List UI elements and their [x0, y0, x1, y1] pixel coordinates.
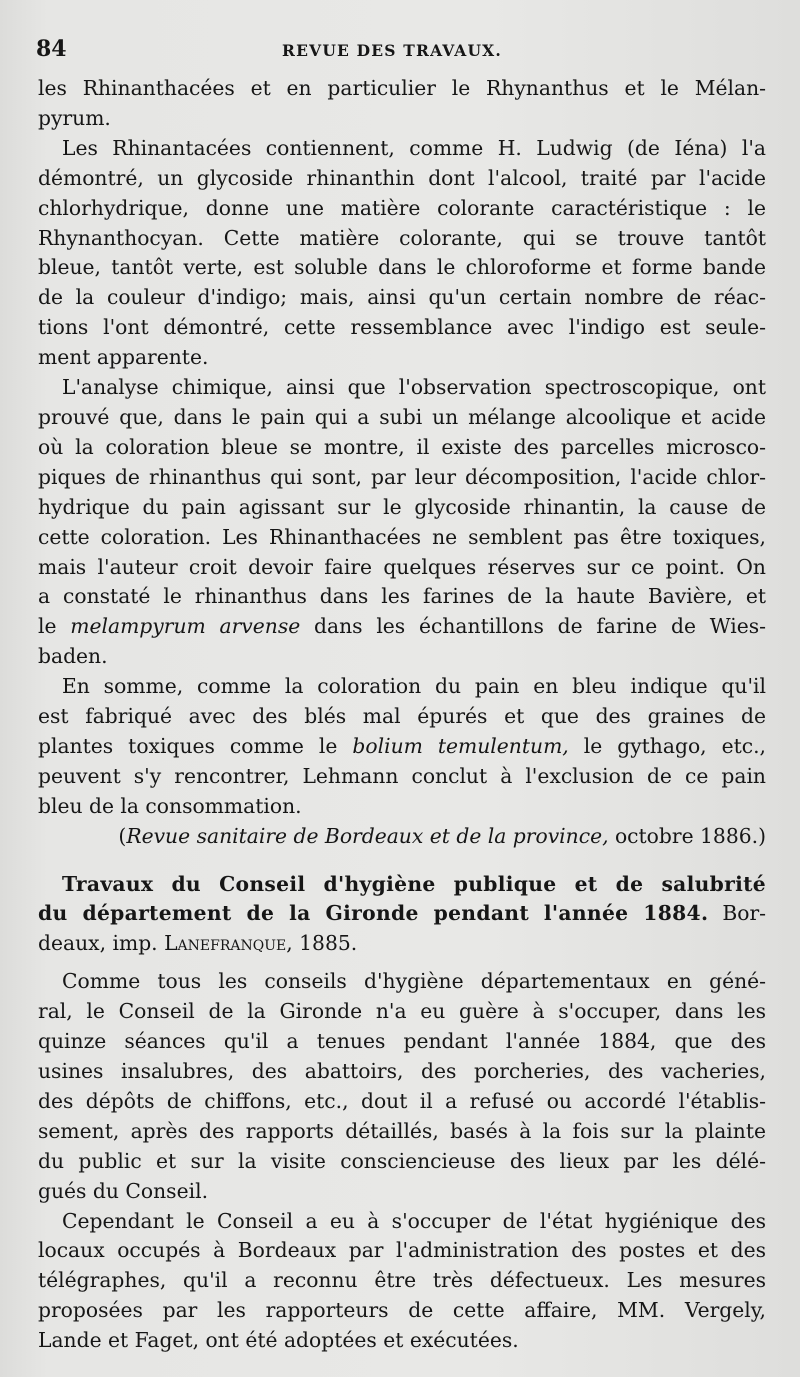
text-line: du public et sur la visite consciencieuse des lieux par les délé- — [38, 1148, 766, 1173]
text-line: peuvent s'y rencontrer, Lehmann conclut à l'exclusion de ce pain — [38, 763, 766, 788]
article-gironde-council — [38, 870, 766, 1357]
text-line: quinze séances qu'il a tenues pendant l'année 1884, que des — [38, 1029, 766, 1054]
text-line: sement, après des rapports détaillés, basés à la fois sur la plainte — [38, 1118, 766, 1143]
text-line: bleue, tantôt verte, est soluble dans le chloroforme et forme bande — [38, 255, 766, 280]
text-run: plantes toxiques comme le — [38, 733, 353, 758]
article-title: Travaux du Conseil d'hygiène publique et de salubrité — [62, 871, 766, 896]
text-line: L'analyse chimique, ainsi que l'observation spectroscopique, ont — [62, 375, 766, 400]
text-line: baden. — [38, 644, 108, 669]
text-line: locaux occupés à Bordeaux par l'administration des postes et des — [38, 1238, 766, 1263]
journal-title: Revue sanitaire de Bordeaux et de la province, — [126, 823, 609, 848]
text-line: bleu de la consommation. — [38, 793, 302, 818]
text-line: télégraphes, qu'il a reconnu être très défectueux. Les mesures — [38, 1268, 766, 1293]
text-line: tions l'ont démontré, cette ressemblance avec l'indigo est seule- — [38, 315, 766, 340]
text-line — [38, 732, 766, 762]
text-line: proposées par les rapporteurs de cette affaire, MM. Vergely, — [38, 1298, 766, 1323]
text-line: chlorhydrique, donne une matière colorante caractéristique : le — [38, 195, 766, 220]
page-body — [38, 74, 766, 1356]
text-run: du département de la Gironde pendant l'année 1884. — [38, 901, 709, 926]
text-line: ral, le Conseil de la Gironde n'a eu guère à s'occuper, dans les — [38, 999, 766, 1024]
paragraph-gap — [38, 959, 766, 967]
publisher-line — [38, 929, 766, 959]
text-line: Rhynanthocyan. Cette matière colorante, qui se trouve tantôt — [38, 225, 766, 250]
article-rhinanthus — [38, 74, 766, 852]
text-run: ( — [118, 823, 127, 848]
text-run: le gythago, etc., — [568, 733, 766, 758]
article-title — [38, 899, 766, 929]
page-header — [36, 36, 770, 66]
text-line: pyrum. — [38, 105, 111, 130]
running-head: REVUE DES TRAVAUX. — [282, 41, 502, 60]
text-line: a constaté le rhinanthus dans les farines de la haute Bavière, et — [38, 584, 766, 609]
text-line: où la coloration bleue se montre, il existe des parcelles microsco- — [38, 434, 766, 459]
text-line: les Rhinanthacées et en particulier le Rhynanthus et le Mélan- — [38, 76, 766, 100]
text-line: hydrique du pain agissant sur le glycoside rhinantin, la cause de — [38, 494, 766, 519]
text-line: piques de rhinanthus qui sont, par leur décomposition, l'acide chlor- — [38, 464, 766, 489]
text-line: est fabriqué avec des blés mal épurés et que des graines de — [38, 704, 766, 729]
text-line: En somme, comme la coloration du pain en bleu indique qu'il — [62, 674, 766, 699]
text-line: Les Rhinantacées contiennent, comme H. Ludwig (de Iéna) l'a — [62, 135, 766, 160]
section-gap — [38, 852, 766, 870]
text-line: Lande et Faget, ont été adoptées et exécutées. — [38, 1328, 519, 1353]
text-line: de la couleur d'indigo; mais, ainsi qu'un certain nombre de réac- — [38, 285, 766, 310]
text-line: des dépôts de chiffons, etc., dout il a refusé ou accordé l'établis- — [38, 1088, 766, 1113]
source-citation — [38, 822, 766, 852]
text-run: le — [38, 614, 71, 639]
text-line: gués du Conseil. — [38, 1178, 209, 1203]
italic-species-name: bolium temulentum, — [352, 733, 569, 758]
text-run: deaux, imp. — [38, 931, 165, 956]
text-line: Comme tous les conseils d'hygiène départementaux en géné- — [62, 969, 766, 994]
text-run: dans les échantillons de farine de Wies- — [300, 614, 766, 639]
text-line: ment apparente. — [38, 345, 209, 370]
page-number: 84 — [36, 36, 67, 62]
publisher-name: Lanefranque — [164, 931, 287, 956]
italic-species-name: melampyrum arvense — [70, 614, 301, 639]
text-run: , 1885. — [286, 931, 358, 956]
text-line: prouvé que, dans le pain qui a subi un mélange alcoolique et acide — [38, 404, 766, 429]
text-run: Bor- — [708, 901, 766, 926]
text-run: octobre 1886.) — [608, 823, 766, 848]
text-line: cette coloration. Les Rhinanthacées ne semblent pas être toxiques, — [38, 524, 766, 549]
text-line: Cependant le Conseil a eu à s'occuper de l'état hygiénique des — [62, 1208, 766, 1233]
text-line: usines insalubres, des abattoirs, des porcheries, des vacheries, — [38, 1059, 766, 1083]
text-line — [38, 612, 766, 642]
text-line: mais l'auteur croit devoir faire quelques réserves sur ce point. On — [38, 554, 766, 579]
text-line: démontré, un glycoside rhinanthin dont l'alcool, traité par l'acide — [38, 165, 766, 190]
